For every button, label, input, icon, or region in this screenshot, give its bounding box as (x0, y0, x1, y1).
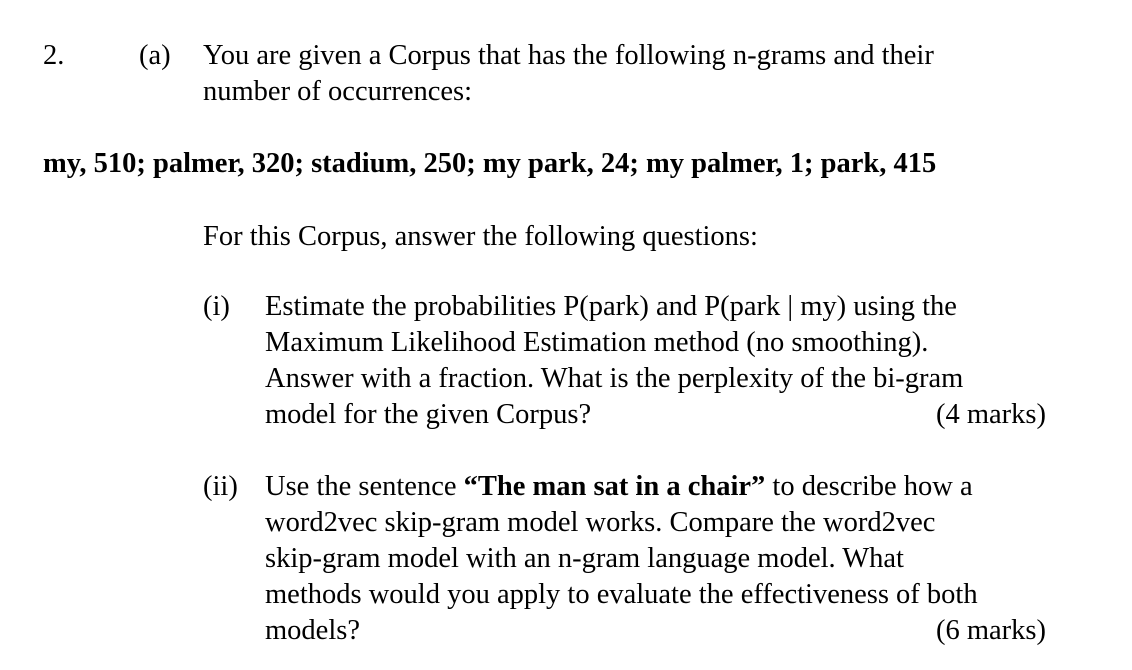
sub-question-i-line: Answer with a fraction. What is the perplexity of the bi-gram (265, 363, 964, 394)
sub-question-ii-first-line (265, 473, 973, 502)
intro-line: You are given a Corpus that has the following n-grams and their (203, 40, 934, 71)
example-sentence: “The man sat in a chair” (463, 471, 766, 502)
corpus-counts: my, 510; palmer, 320; stadium, 250; my park, 24; my palmer, 1; park, 415 (43, 148, 937, 179)
sub-question-i-label: (i) (203, 291, 230, 322)
sub-question-ii-marks: (6 marks) (935, 615, 1046, 646)
sub-question-i-line: model for the given Corpus? (265, 399, 592, 430)
part-label: (a) (139, 40, 171, 71)
instruction-text: For this Corpus, answer the following questions: (203, 221, 758, 252)
sub-question-ii-line: models? (265, 615, 360, 646)
question-number: 2. (43, 40, 65, 71)
sub-question-ii-line: skip-gram model with an n-gram language model. What (265, 543, 904, 574)
sub-question-i-line: Estimate the probabilities P(park) and P(park | my) using the (265, 291, 957, 322)
sub-question-i-line: Maximum Likelihood Estimation method (no smoothing). (265, 327, 929, 358)
sub-question-i-marks: (4 marks) (935, 399, 1046, 430)
sub-question-ii-prefix: Use the sentence (265, 471, 464, 502)
sub-question-ii-label: (ii) (203, 471, 238, 502)
sub-question-ii-line: word2vec skip-gram model works. Compare the word2vec (265, 507, 936, 538)
sub-question-ii-suffix: to describe how a (765, 471, 973, 502)
sub-question-ii-line: methods would you apply to evaluate the effectiveness of both (265, 579, 978, 610)
intro-line: number of occurrences: (203, 76, 473, 107)
